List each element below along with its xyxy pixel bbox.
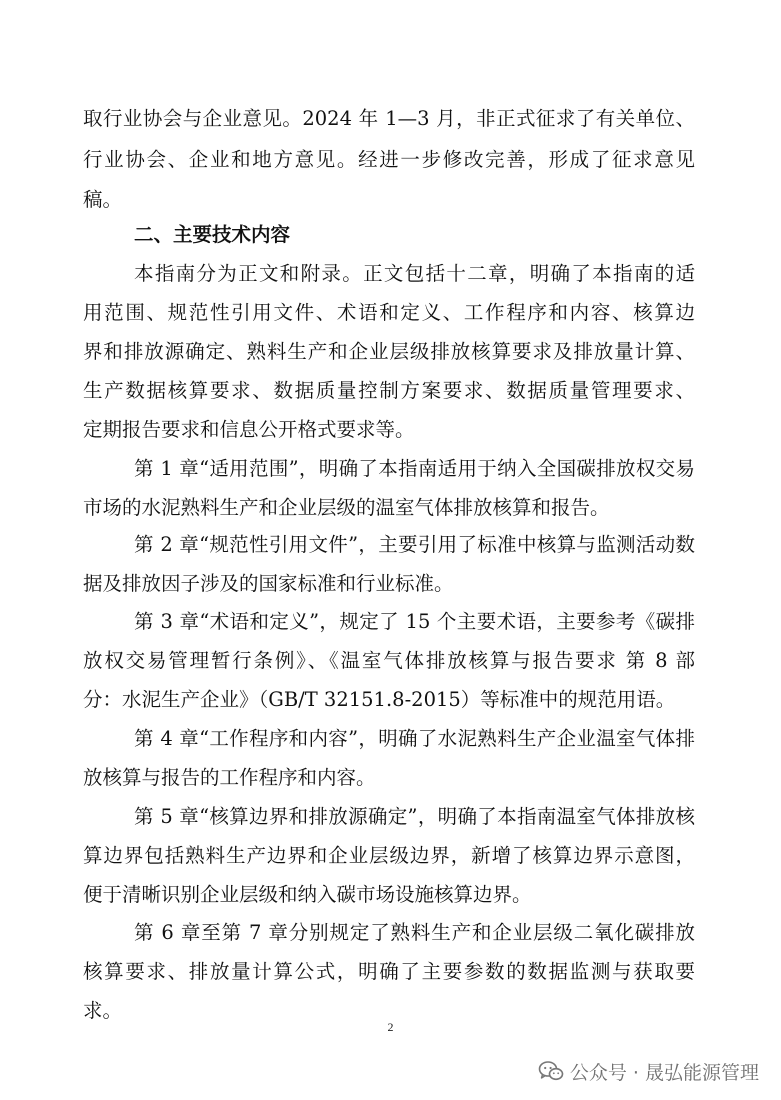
watermark [538, 1057, 759, 1085]
paragraph-line: 放权交易管理暂行条例》、《温室气体排放核算与报告要求 第 8 部 [83, 649, 695, 672]
paragraph-line: 本指南分为正文和附录。正文包括十二章，明确了本指南的适 [134, 262, 695, 285]
paragraph-line: 第 1 章“适用范围”，明确了本指南适用于纳入全国碳排放权交易 [134, 457, 695, 480]
section-heading: 二、主要技术内容 [134, 223, 291, 246]
paragraph-line: 便于清晰识别企业层级和纳入碳市场设施核算边界。 [83, 883, 532, 906]
paragraph-line: 核算要求、排放量计算公式，明确了主要参数的数据监测与获取要 [83, 960, 695, 983]
paragraph-line: 放核算与报告的工作程序和内容。 [83, 766, 376, 789]
paragraph-line: 求。 [83, 999, 123, 1022]
paragraph-line: 界和排放源确定、熟料生产和企业层级排放核算要求及排放量计算、 [83, 340, 695, 363]
paragraph-line: 用范围、规范性引用文件、术语和定义、工作程序和内容、核算边 [83, 301, 695, 324]
paragraph-line: 第 6 章至第 7 章分别规定了熟料生产和企业层级二氧化碳排放 [134, 921, 695, 944]
paragraph-line: 市场的水泥熟料生产和企业层级的温室气体排放核算和报告。 [83, 496, 610, 519]
watermark-prefix: 公众号 · [569, 1061, 639, 1084]
wechat-icon [538, 1060, 564, 1082]
paragraph-line: 稿。 [83, 188, 123, 211]
paragraph-line: 第 5 章“核算边界和排放源确定”，明确了本指南温室气体排放核 [134, 805, 695, 828]
paragraph-line: 取行业协会与企业意见。2024 年 1—3 月，非正式征求了有关单位、 [83, 107, 695, 130]
paragraph-line: 定期报告要求和信息公开格式要求等。 [83, 418, 415, 441]
paragraph-line: 第 4 章“工作程序和内容”，明确了水泥熟料生产企业温室气体排 [134, 727, 695, 750]
page-number: 2 [387, 1020, 394, 1034]
paragraph-line: 第 3 章“术语和定义”，规定了 15 个主要术语，主要参考《碳排 [134, 610, 695, 633]
paragraph-line: 算边界包括熟料生产边界和企业层级边界，新增了核算边界示意图， [83, 844, 695, 867]
paragraph-line: 第 2 章“规范性引用文件”，主要引用了标准中核算与监测活动数 [134, 533, 695, 556]
paragraph-line: 行业协会、企业和地方意见。经进一步修改完善，形成了征求意见 [83, 148, 695, 171]
watermark-account: 晟弘能源管理 [644, 1061, 759, 1084]
paragraph-line: 生产数据核算要求、数据质量控制方案要求、数据质量管理要求、 [83, 379, 695, 402]
paragraph-line: 分：水泥生产企业》（GB/T 32151.8-2015）等标准中的规范用语。 [83, 688, 676, 711]
paragraph-line: 据及排放因子涉及的国家标准和行业标准。 [83, 572, 454, 595]
